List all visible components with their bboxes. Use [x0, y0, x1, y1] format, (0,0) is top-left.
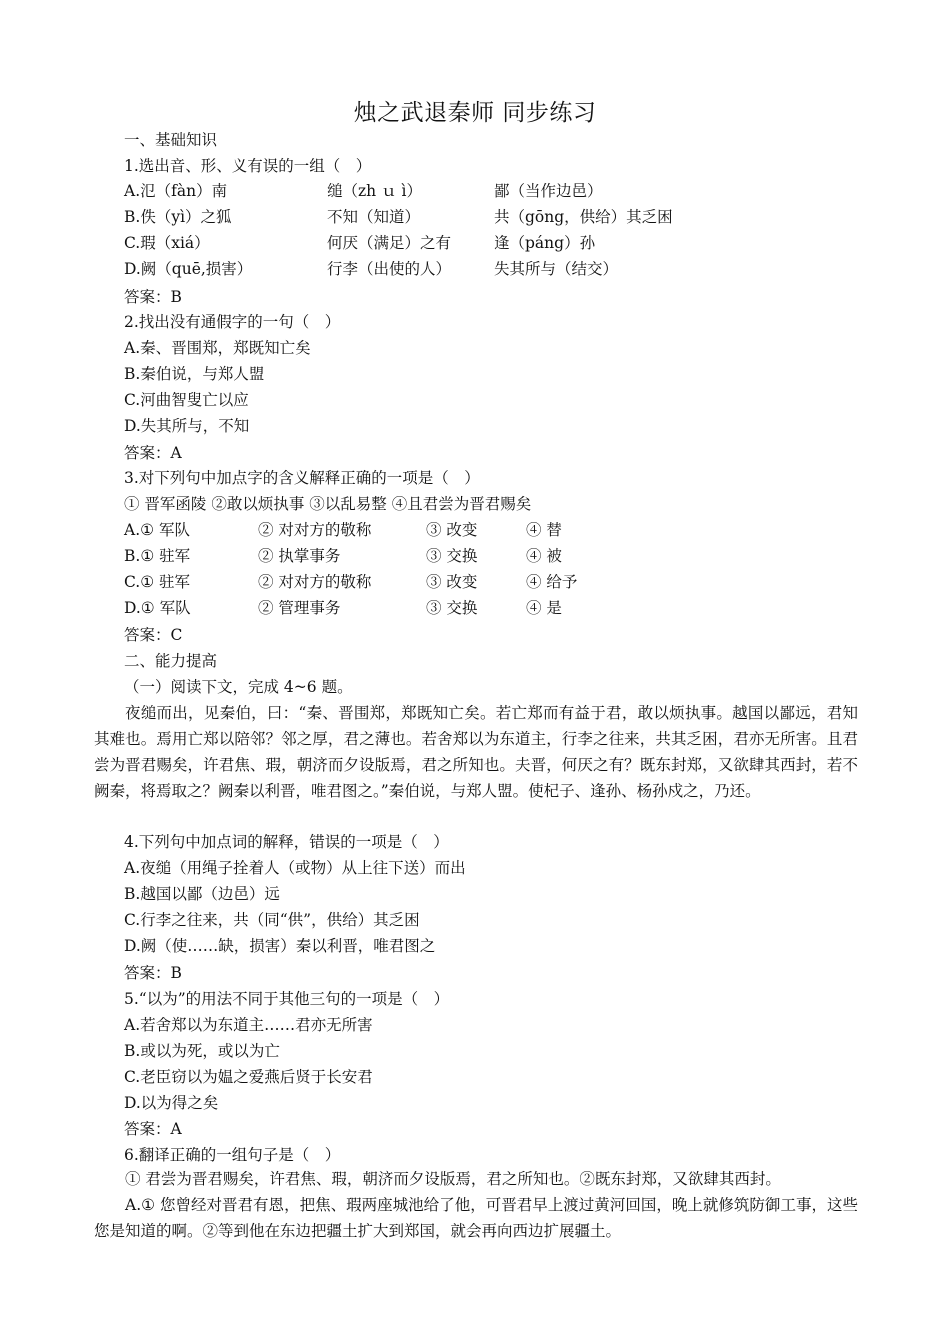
reading-passage: 夜缒而出，见秦伯，曰：“秦、晋围郑，郑既知亡矣。若亡郑而有益于君，敢以烦执事。越国以鄙远，君知其难也。焉用亡郑以陪邻？邻之厚，君之薄也。若舍郑以为东道主，行李之往来，共其乏困，君亦无所害。且君尝为晋君赐矣，许君焦、瑕，朝济而夕设版焉，君之所知也。夫晋，何厌之有？既东封郑，又欲肆其西封，若不阙秦，将焉取之？阙秦以利晋，唯君图之。”秦伯说，与郑人盟。使杞子、逢孙、杨孙戍之，乃还。: [94, 704, 858, 800]
question-5-option-b: B.或以为死，或以为亡: [124, 1042, 280, 1060]
question-4-option-a: A.夜缒（用绳子拴着人（或物）从上往下送）而出: [124, 859, 466, 877]
question-1-answer: 答案：B: [124, 288, 182, 306]
question-4-option-d: D.阙（使……缺，损害）秦以利晋，唯君图之: [124, 937, 436, 955]
question-6-stem: 6.翻译正确的一组句子是（ ）: [124, 1146, 341, 1164]
section-heading: 一、基础知识: [124, 131, 218, 149]
question-5-stem: 5.“以为”的用法不同于其他三句的一项是（ ）: [124, 990, 450, 1008]
passage-intro: （一）阅读下文，完成 4~6 题。: [124, 678, 353, 696]
question-5-answer: 答案：A: [124, 1120, 182, 1138]
question-3-stem: 3.对下列句中加点字的含义解释正确的一项是（ ）: [124, 469, 480, 487]
question-3-items: ① 晋军函陵 ②敢以烦执事 ③以乱易整 ④且君尝为晋君赐矣: [124, 495, 532, 513]
question-6-option-a: A.① 您曾经对晋君有恩，把焦、瑕两座城池给了他，可晋君早上渡过黄河回国，晚上就修筑防御工事，这些您是知道的啊。②等到他在东边把疆土扩大到郑国，就会再向西边扩展疆土。: [94, 1196, 858, 1240]
question-5-option-d: D.以为得之矣: [124, 1094, 219, 1112]
question-4-answer: 答案：B: [124, 964, 182, 982]
question-4-option-c: C.行李之往来，共（同“供”，供给）其乏困: [124, 911, 420, 929]
section-heading: 二、能力提高: [124, 652, 218, 670]
question-5-option-a: A.若舍郑以为东道主……君亦无所害: [124, 1016, 373, 1034]
question-3-answer: 答案：C: [124, 626, 183, 644]
question-2-option-a: A.秦、晋围郑，郑既知亡矣: [124, 339, 311, 357]
question-4-option-b: B.越国以鄙（边邑）远: [124, 885, 280, 903]
question-6-sentences: ① 君尝为晋君赐矣，许君焦、瑕，朝济而夕设版焉，君之所知也。②既东封郑，又欲肆其西封。: [125, 1170, 781, 1188]
question-2-answer: 答案：A: [124, 444, 182, 462]
question-2-option-c: C.河曲智叟亡以应: [124, 391, 249, 409]
question-4-stem: 4.下列句中加点词的解释，错误的一项是（ ）: [124, 833, 449, 851]
question-2-option-d: D.失其所与，不知: [124, 417, 250, 435]
page-title: 烛之武退秦师 同步练习: [353, 100, 597, 126]
question-1-stem: 1.选出音、形、义有误的一组（ ）: [124, 157, 372, 175]
question-2-stem: 2.找出没有通假字的一句（ ）: [124, 313, 341, 331]
document-page: 烛之武退秦师 同步练习 一、基础知识 1.选出音、形、义有误的一组（ ） A.氾（fàn）南 缒（zh ｕ ì） 鄙（当作边邑） B.佚（yì）之狐 不知（知道） 共（gōng，供给）其乏困 C.瑕（xiá） 何厌（满足）之有 逢（páng）孙 D.阙（quē,损害） 行李（出使的人） 失其所与（结交） 答案：B 2.找出没有通假字的一句（ ） A.秦、晋围郑，郑既知亡矣 B.秦伯说，与郑人盟 C.河曲智叟亡以应 D.失其所与，不知 答案：A 3.对下列句中加点字的含义解释正确的一项是（ ） ① 晋军函陵 ②敢以烦执事 ③以乱易整 ④且君尝为晋君赐矣 A.① 军队 ② 对对方的敬称 ③ 改变 ④ 替 B.① 驻军 ② 执掌事务 ③ 交换 ④ 被 C.① 驻军 ② 对对方的敬称 ③ 改变 ④ 给予 D.① 军队 ② 管理事务 ③ 交换 ④ 是 答案：C 二、能力提高 （一）阅读下文，完成 4~6 题。 夜缒而出，见秦伯，曰：“秦、晋围郑，郑既知亡矣。若亡郑而有益于君，敢以烦执事。越国以鄙远，君知其难也。焉用亡郑以陪邻？邻之厚，君之薄也。若舍郑以为东道主，行李之往来，共其乏困，君亦无所害。且君尝为晋君赐矣，许君焦、瑕，朝济而夕设版焉，君之所知也。夫晋，何厌之有？既东封郑，又欲肆其西封，若不阙秦，将焉取之？阙秦以利晋，唯君图之。”秦伯说，与郑人盟。使杞子、逢孙、杨孙戍之，乃还。 4.下列句中加点词的解释，错误的一项是（ ） A.夜缒（用绳子拴着人（或物）从上往下送）而出 B.越国以鄙（边邑）远 C.行李之往来，共（同“供”，供给）其乏困 D.阙（使……缺，损害）秦以利晋，唯君图之 答案：B 5.“以为”的用法不同于其他三句的一项是（ ） A.若舍郑以为东道主……君亦无所害 B.或以为死，或以为亡 C.老臣窃以为媪之爱燕后贤于长安君 D.以为得之矣 答案：A 6.翻译正确的一组句子是（ ） ① 君尝为晋君赐矣，许君焦、瑕，朝济而夕设版焉，君之所知也。②既东封郑，又欲肆其西封。 A.① 您曾经对晋君有恩，把焦、瑕两座城池给了他，可晋君早上渡过黄河回国，晚上就修筑防御工事，这些您是知道的啊。②等到他在东边把疆土扩大到郑国，就会再向西边扩展疆土。: [0, 0, 950, 1344]
question-2-option-b: B.秦伯说，与郑人盟: [124, 365, 265, 383]
question-5-option-c: C.老臣窃以为媪之爱燕后贤于长安君: [124, 1068, 373, 1086]
